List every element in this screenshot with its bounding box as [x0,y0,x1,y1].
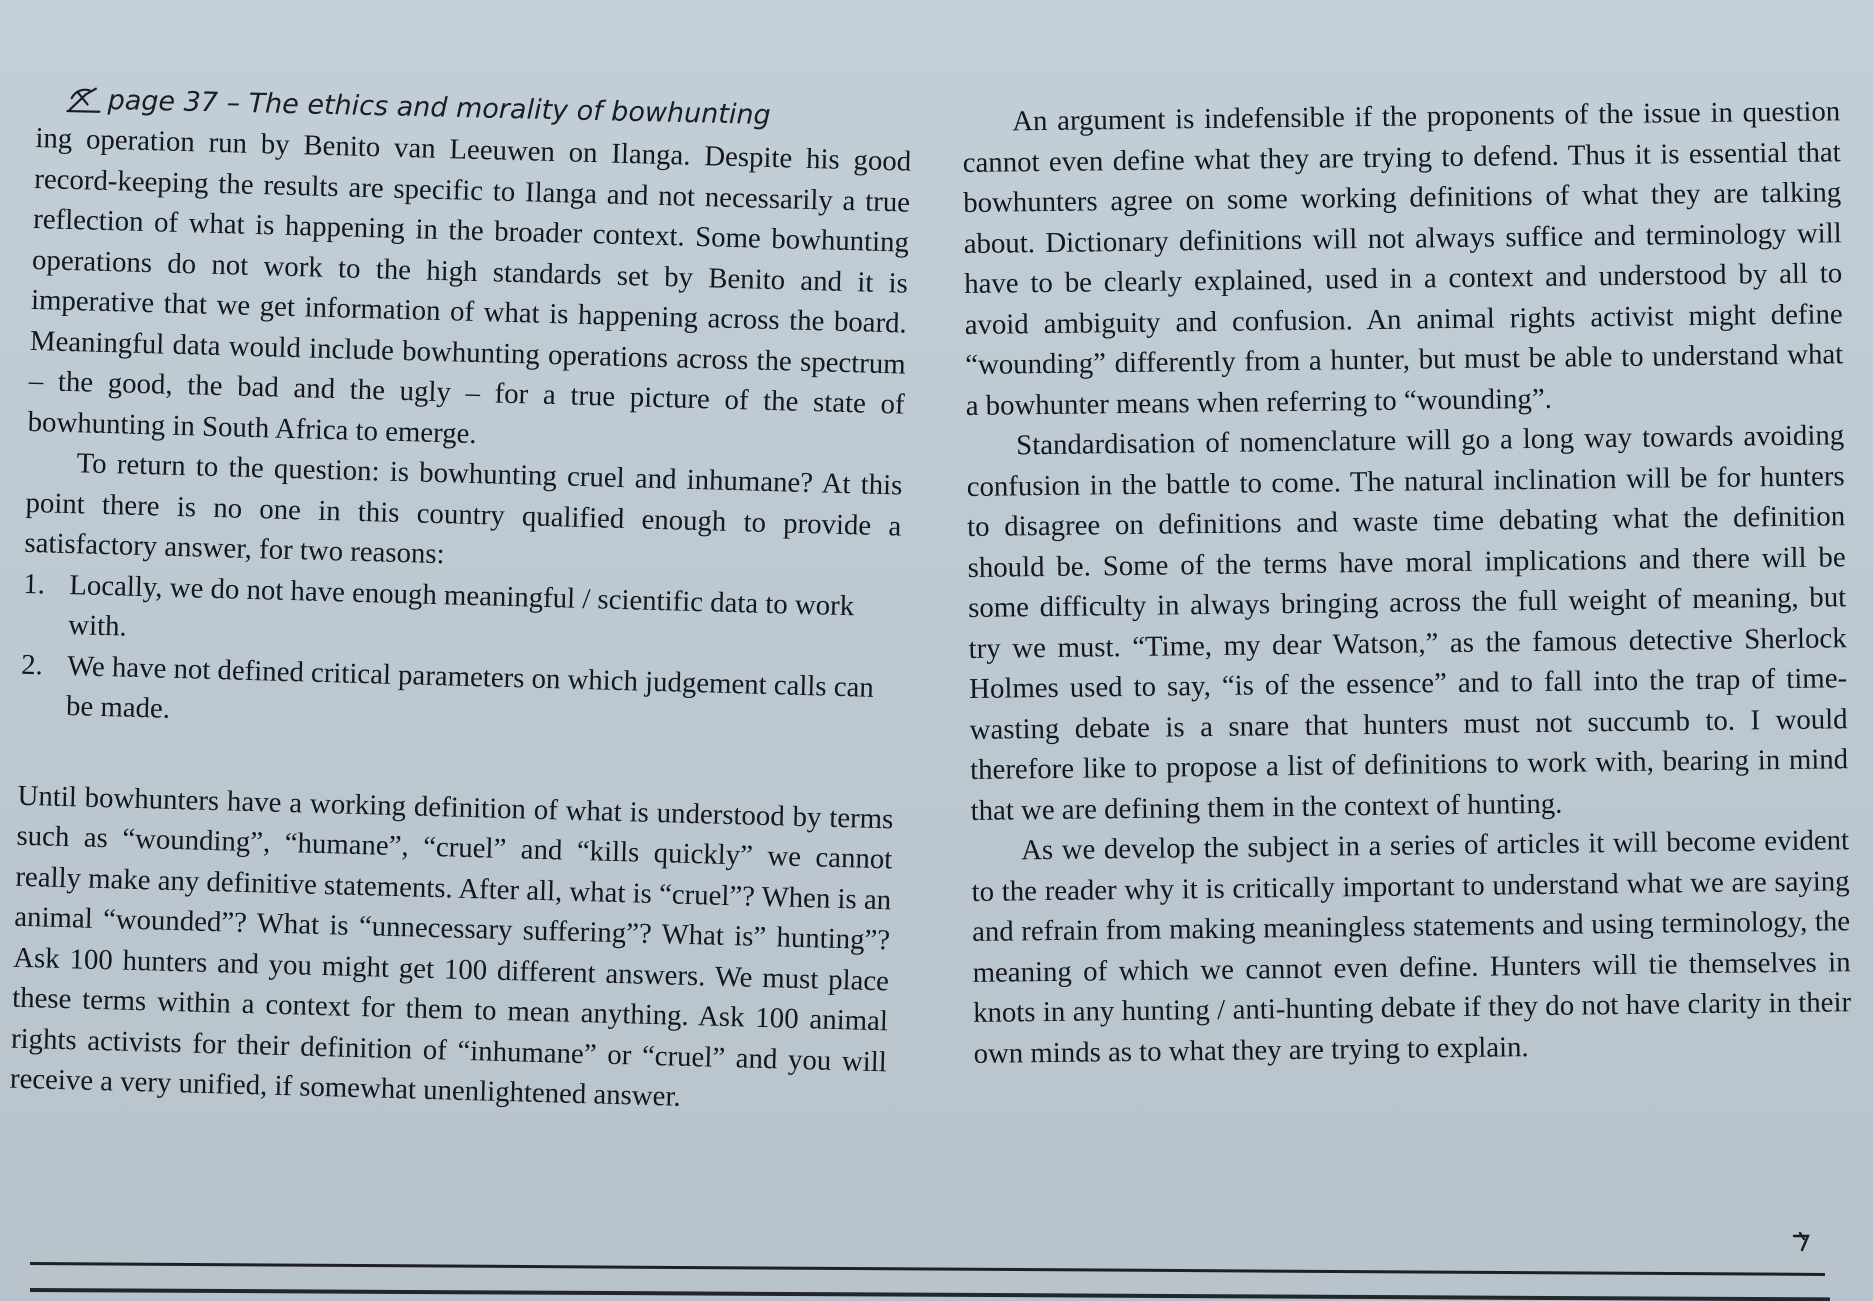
end-of-article-icon [1790,1230,1814,1254]
right-paragraph-1: An argument is indefensible if the proponents of the issue in question cannot even define what they are trying to defend. Thus it is essential that bowhunters agree on some working definitions of what they are talking about. Dictionary definitions will not always suffice and terminology will have to be clearly explained, used in a context and understood by all to avoid ambiguity and confusion. An animal rights activist might define “wounding” differently from a hunter, but must be able to understand what a bowhunter means when referring to “wounding”. [962,95,1844,422]
right-paragraph-3: As we develop the subject in a series of articles it will become evident to the reader why it is critically important to understand what we are saying and refrain from making meaningless statements and using terminology, the meaning of which we cannot even define. Hunters will tie themselves in knots in any hunting / anti-hunting debate if they do not have clarity in their own minds as to what they are trying to explain. [971,824,1852,1070]
left-paragraph-3: Until bowhunters have a working definition of what is understood by terms such as “wounding”, “humane”, “cruel” and “kills quickly” we cannot really make any definitive statements. After all, what is “cruel”? When is an animal “wounded”? What is “unnecessary suffering”? What is” hunting”? Ask 100 hunters and you might get 100 different answers. We must place these terms within a context for them to mean anything. Ask 100 animal rights activists for their definition of “inhumane” or “cruel” and you will receive a very unified, if somewhat unenlightened answer. [9,779,894,1113]
left-paragraph-2: To return to the question: is bowhunting cruel and inhumane? At this point there is no one in this country qualified enough to provide a satisfactory answer, for two reasons: [24,447,903,571]
left-column [9,118,911,1123]
running-head-text: page 37 – The ethics and morality of bowhunting [107,84,771,131]
list-number-2: 2. [20,648,44,681]
list-text-1: Locally, we do not have enough meaningful / scientific data to work with. [67,568,855,643]
bowhunter-logo-icon [65,84,104,115]
left-paragraph-1: ing operation run by Benito van Leeuwen on Ilanga. Despite his good record-keeping the results are specific to Ilanga and not necessarily a true reflection of what is happening in the broader context. Some bowhunting operations do not work to the high standards set by Benito and it is imperative that we get information of what is happening across the board. Meaningful data would include bowhunting operations across the spectrum – the good, the bad and the ugly – for a true picture of the state of bowhunting in South Africa to emerge. [27,121,912,450]
right-column [962,91,1852,1074]
right-paragraph-2: Standardisation of nomenclature will go a long way towards avoiding confusion in the battle to come. The natural inclination will be for hunters to disagree on definitions and waste time debating what the definition should be. Some of the terms have moral implications and there will be some difficulty in always bringing across the full weight of meaning, but try we must. “Time, my dear Watson,” as the famous detective Sherlock Holmes used to say, “is of the essence” and to fall into the trap of time-wasting debate is a snare that hunters must not succumb to. I would therefore like to propose a list of definitions to work with, bearing in mind that we are defining them in the context of hunting. [966,419,1849,827]
list-number-1: 1. [22,567,46,600]
footer-rule [30,1262,1825,1276]
footer-rule-lower [30,1288,1830,1301]
list-text-2: We have not defined critical parameters on which judgement calls can be made. [65,649,875,725]
